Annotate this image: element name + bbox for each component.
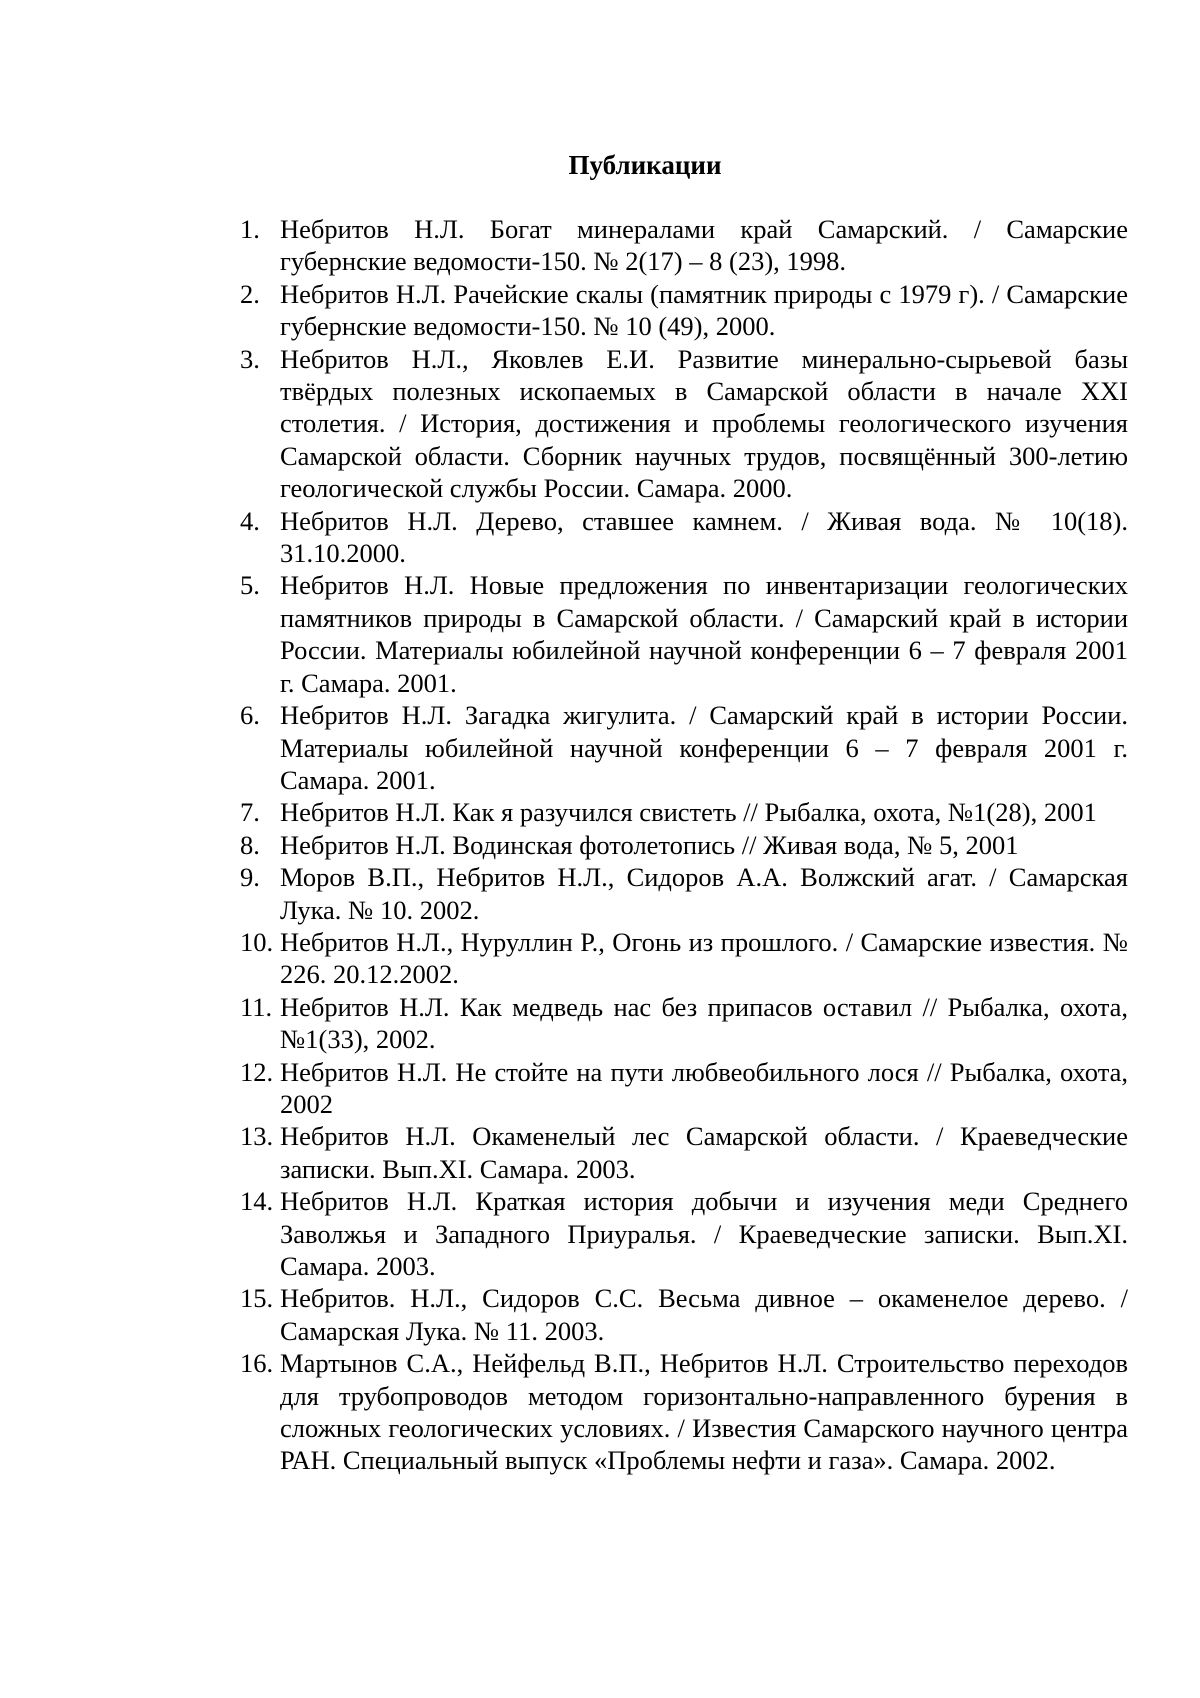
publication-text: Небритов Н.Л. Как медведь нас без припасов оставил // Рыбалка, охота, №1(33), 2002.	[280, 991, 1128, 1056]
publication-item	[240, 278, 1128, 343]
publication-item	[240, 505, 1128, 570]
publication-text: Небритов Н.Л. Как я разучился свистеть // Рыбалка, охота, №1(28), 2001	[280, 796, 1128, 828]
publication-item	[240, 1185, 1128, 1282]
publication-text: Мартынов С.А., Нейфельд В.П., Небритов Н.Л. Строительство переходов для трубопроводов методом горизонтально-направленного бурения в сложных геологических условиях. / Известия Самарского научного центра РАН. Специальный выпуск «Проблемы нефти и газа». Самара. 2002.	[280, 1347, 1128, 1477]
publication-number: 11.	[240, 991, 280, 1023]
publication-list	[240, 213, 1128, 1477]
publication-item	[240, 699, 1128, 796]
publication-number: 7.	[240, 796, 280, 828]
publication-text: Небритов Н.Л. Водинская фотолетопись // Живая вода, № 5, 2001	[280, 829, 1128, 861]
publication-item	[240, 796, 1128, 828]
publication-number: 16.	[240, 1347, 280, 1379]
publication-item	[240, 213, 1128, 278]
publication-item	[240, 861, 1128, 926]
publication-item	[240, 926, 1128, 991]
publication-item	[240, 1282, 1128, 1347]
publication-item	[240, 1056, 1128, 1121]
publication-item	[240, 1120, 1128, 1185]
publication-number: 1.	[240, 213, 280, 245]
publication-number: 13.	[240, 1120, 280, 1152]
publication-text: Небритов Н.Л. Краткая история добычи и изучения меди Среднего Заволжья и Западного Приуралья. / Краеведческие записки. Вып.XI. Самара. 2003.	[280, 1185, 1128, 1282]
publication-text: Небритов Н.Л. Окаменелый лес Самарской области. / Краеведческие записки. Вып.XI. Самара. 2003.	[280, 1120, 1128, 1185]
publication-item	[240, 1347, 1128, 1477]
publication-number: 3.	[240, 343, 280, 375]
publication-number: 10.	[240, 926, 280, 958]
publication-text: Небритов Н.Л. Богат минералами край Самарский. / Самарские губернские ведомости-150. № 2(17) – 8 (23), 1998.	[280, 213, 1128, 278]
publication-text: Небритов. Н.Л., Сидоров С.С. Весьма дивное – окаменелое дерево. / Самарская Лука. № 11. 2003.	[280, 1282, 1128, 1347]
publication-number: 5.	[240, 569, 280, 601]
publication-item	[240, 829, 1128, 861]
publication-number: 15.	[240, 1282, 280, 1314]
publication-item	[240, 569, 1128, 699]
publication-number: 4.	[240, 505, 280, 537]
publication-number: 9.	[240, 861, 280, 893]
publication-number: 14.	[240, 1185, 280, 1217]
publication-text: Небритов Н.Л. Дерево, ставшее камнем. / Живая вода. № 10(18). 31.10.2000.	[280, 505, 1128, 570]
publication-item	[240, 991, 1128, 1056]
publication-text: Небритов Н.Л. Загадка жигулита. / Самарский край в истории России. Материалы юбилейной научной конференции 6 – 7 февраля 2001 г. Самара. 2001.	[280, 699, 1128, 796]
publication-number: 8.	[240, 829, 280, 861]
publication-text: Моров В.П., Небритов Н.Л., Сидоров А.А. Волжский агат. / Самарская Лука. № 10. 2002.	[280, 861, 1128, 926]
publication-number: 6.	[240, 699, 280, 731]
publication-text: Небритов Н.Л., Яковлев Е.И. Развитие минерально-сырьевой базы твёрдых полезных ископаемых в Самарской области в начале XXI столетия. / История, достижения и проблемы геологического изучения Самарской области. Сборник научных трудов, посвящённый 300-летию геологической службы России. Самара. 2000.	[280, 343, 1128, 505]
document-page	[0, 0, 1200, 1698]
publication-number: 2.	[240, 278, 280, 310]
publication-text: Небритов Н.Л. Не стойте на пути любвеобильного лося // Рыбалка, охота, 2002	[280, 1056, 1128, 1121]
publication-text: Небритов Н.Л. Новые предложения по инвентаризации геологических памятников природы в Самарской области. / Самарский край в истории России. Материалы юбилейной научной конференции 6 – 7 февраля 2001 г. Самара. 2001.	[280, 569, 1128, 699]
publication-item	[240, 343, 1128, 505]
publication-text: Небритов Н.Л. Рачейские скалы (памятник природы с 1979 г). / Самарские губернские ведомости-150. № 10 (49), 2000.	[280, 278, 1128, 343]
publication-number: 12.	[240, 1056, 280, 1088]
page-title: Публикации	[0, 148, 1200, 182]
publication-text: Небритов Н.Л., Нуруллин Р., Огонь из прошлого. / Самарские известия. № 226. 20.12.2002.	[280, 926, 1128, 991]
